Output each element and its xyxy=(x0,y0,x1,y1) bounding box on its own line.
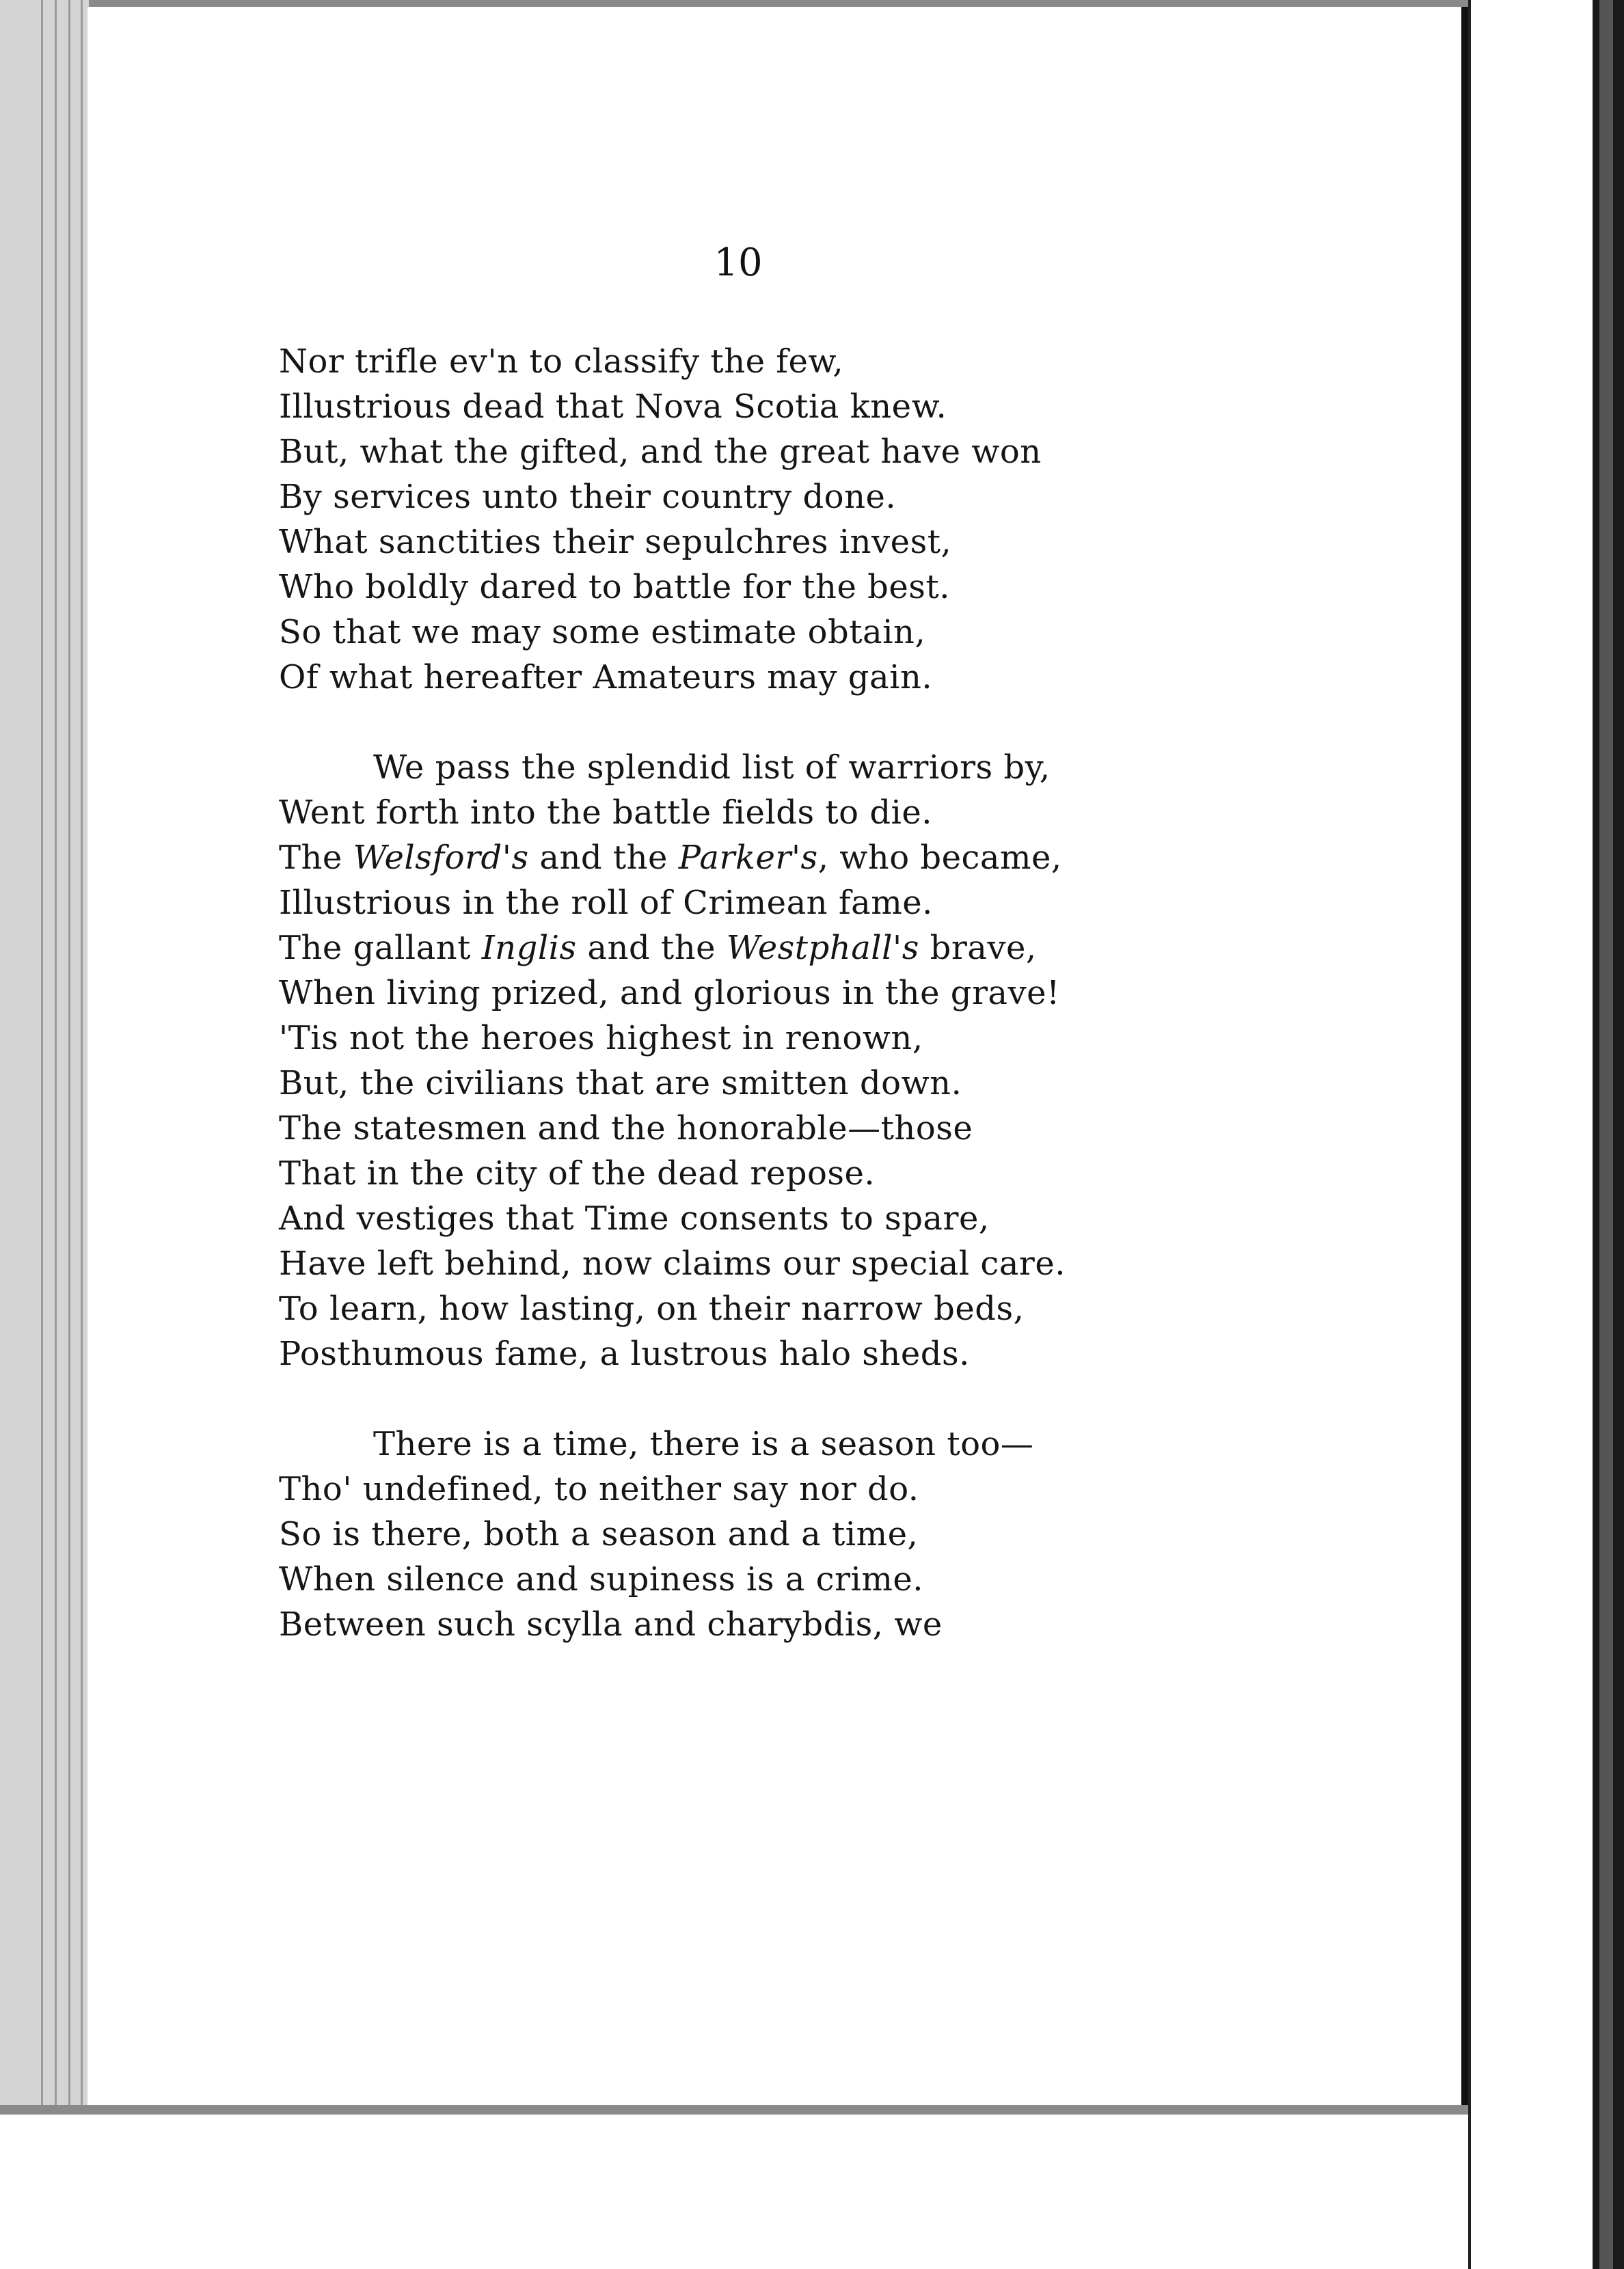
verse-line: Illustrious dead that Nova Scotia knew. xyxy=(279,388,947,426)
verse-line: That in the city of the dead repose. xyxy=(279,1154,876,1193)
verse-line: Between such scylla and charybdis, we xyxy=(279,1605,943,1644)
verse-text: and the xyxy=(528,839,679,877)
page-stack-bottom xyxy=(0,2105,1476,2115)
verse-line: Went forth into the battle fields to die. xyxy=(279,793,933,832)
verse-line: When living prized, and glorious in the grave! xyxy=(279,974,1060,1012)
page-stack xyxy=(0,0,89,2112)
verse-line xyxy=(279,835,1441,880)
verse-line: 'Tis not the heroes highest in renown, xyxy=(279,1019,923,1057)
verse-line: Posthumous fame, a lustrous halo sheds. xyxy=(279,1335,970,1373)
verse-text: The xyxy=(279,839,353,877)
verse-line: What sanctities their sepulchres invest, xyxy=(279,523,952,561)
italic-name: Westphall's xyxy=(726,929,919,967)
verse-line: But, the civilians that are smitten down. xyxy=(279,1064,962,1102)
stanza-1 xyxy=(279,339,1441,700)
verse-line: So is there, both a season and a time, xyxy=(279,1515,919,1553)
verse-line: Nor trifle ev'n to classify the few, xyxy=(279,342,844,381)
verse-line xyxy=(279,925,1441,970)
right-edge-inner xyxy=(1599,0,1613,2269)
italic-name: Parker's xyxy=(678,839,818,877)
verse-text: , who became, xyxy=(817,839,1062,877)
verse-line: When silence and supiness is a crime. xyxy=(279,1560,923,1599)
verse-line: We pass the splendid list of warriors by, xyxy=(373,748,1051,787)
verse-line: By services unto their country done. xyxy=(279,478,897,516)
verse-text: The gallant xyxy=(279,929,482,967)
page-stack-edge xyxy=(81,0,83,2112)
italic-name: Welsford's xyxy=(353,839,529,877)
verse-line: Of what hereafter Amateurs may gain. xyxy=(279,658,933,696)
verse-line: To learn, how lasting, on their narrow beds, xyxy=(279,1290,1025,1328)
page-stack-edge xyxy=(55,0,57,2112)
verse-text: and the xyxy=(576,929,727,967)
verse-line: There is a time, there is a season too— xyxy=(373,1425,1034,1463)
page-top-edge xyxy=(0,0,1624,7)
verse-line: And vestiges that Time consents to spare, xyxy=(279,1199,990,1238)
stanza-2 xyxy=(279,745,1441,1376)
verse-text: brave, xyxy=(919,929,1037,967)
verse-line: Tho' undefined, to neither say nor do. xyxy=(279,1470,919,1508)
verse-line: Who boldly dared to battle for the best. xyxy=(279,568,950,606)
italic-name: Inglis xyxy=(481,929,577,967)
page-number: 10 xyxy=(714,241,763,285)
page-stack-edge xyxy=(68,0,70,2112)
verse-line: The statesmen and the honorable—those xyxy=(279,1109,973,1147)
poem-text xyxy=(279,339,1441,1692)
verse-line: So that we may some estimate obtain, xyxy=(279,613,926,651)
verse-line: But, what the gifted, and the great have won xyxy=(279,433,1042,471)
verse-line: Illustrious in the roll of Crimean fame. xyxy=(279,884,933,922)
verse-line: Have left behind, now claims our special care. xyxy=(279,1245,1066,1283)
page-stack-edge xyxy=(41,0,43,2112)
stanza-3 xyxy=(279,1422,1441,1647)
